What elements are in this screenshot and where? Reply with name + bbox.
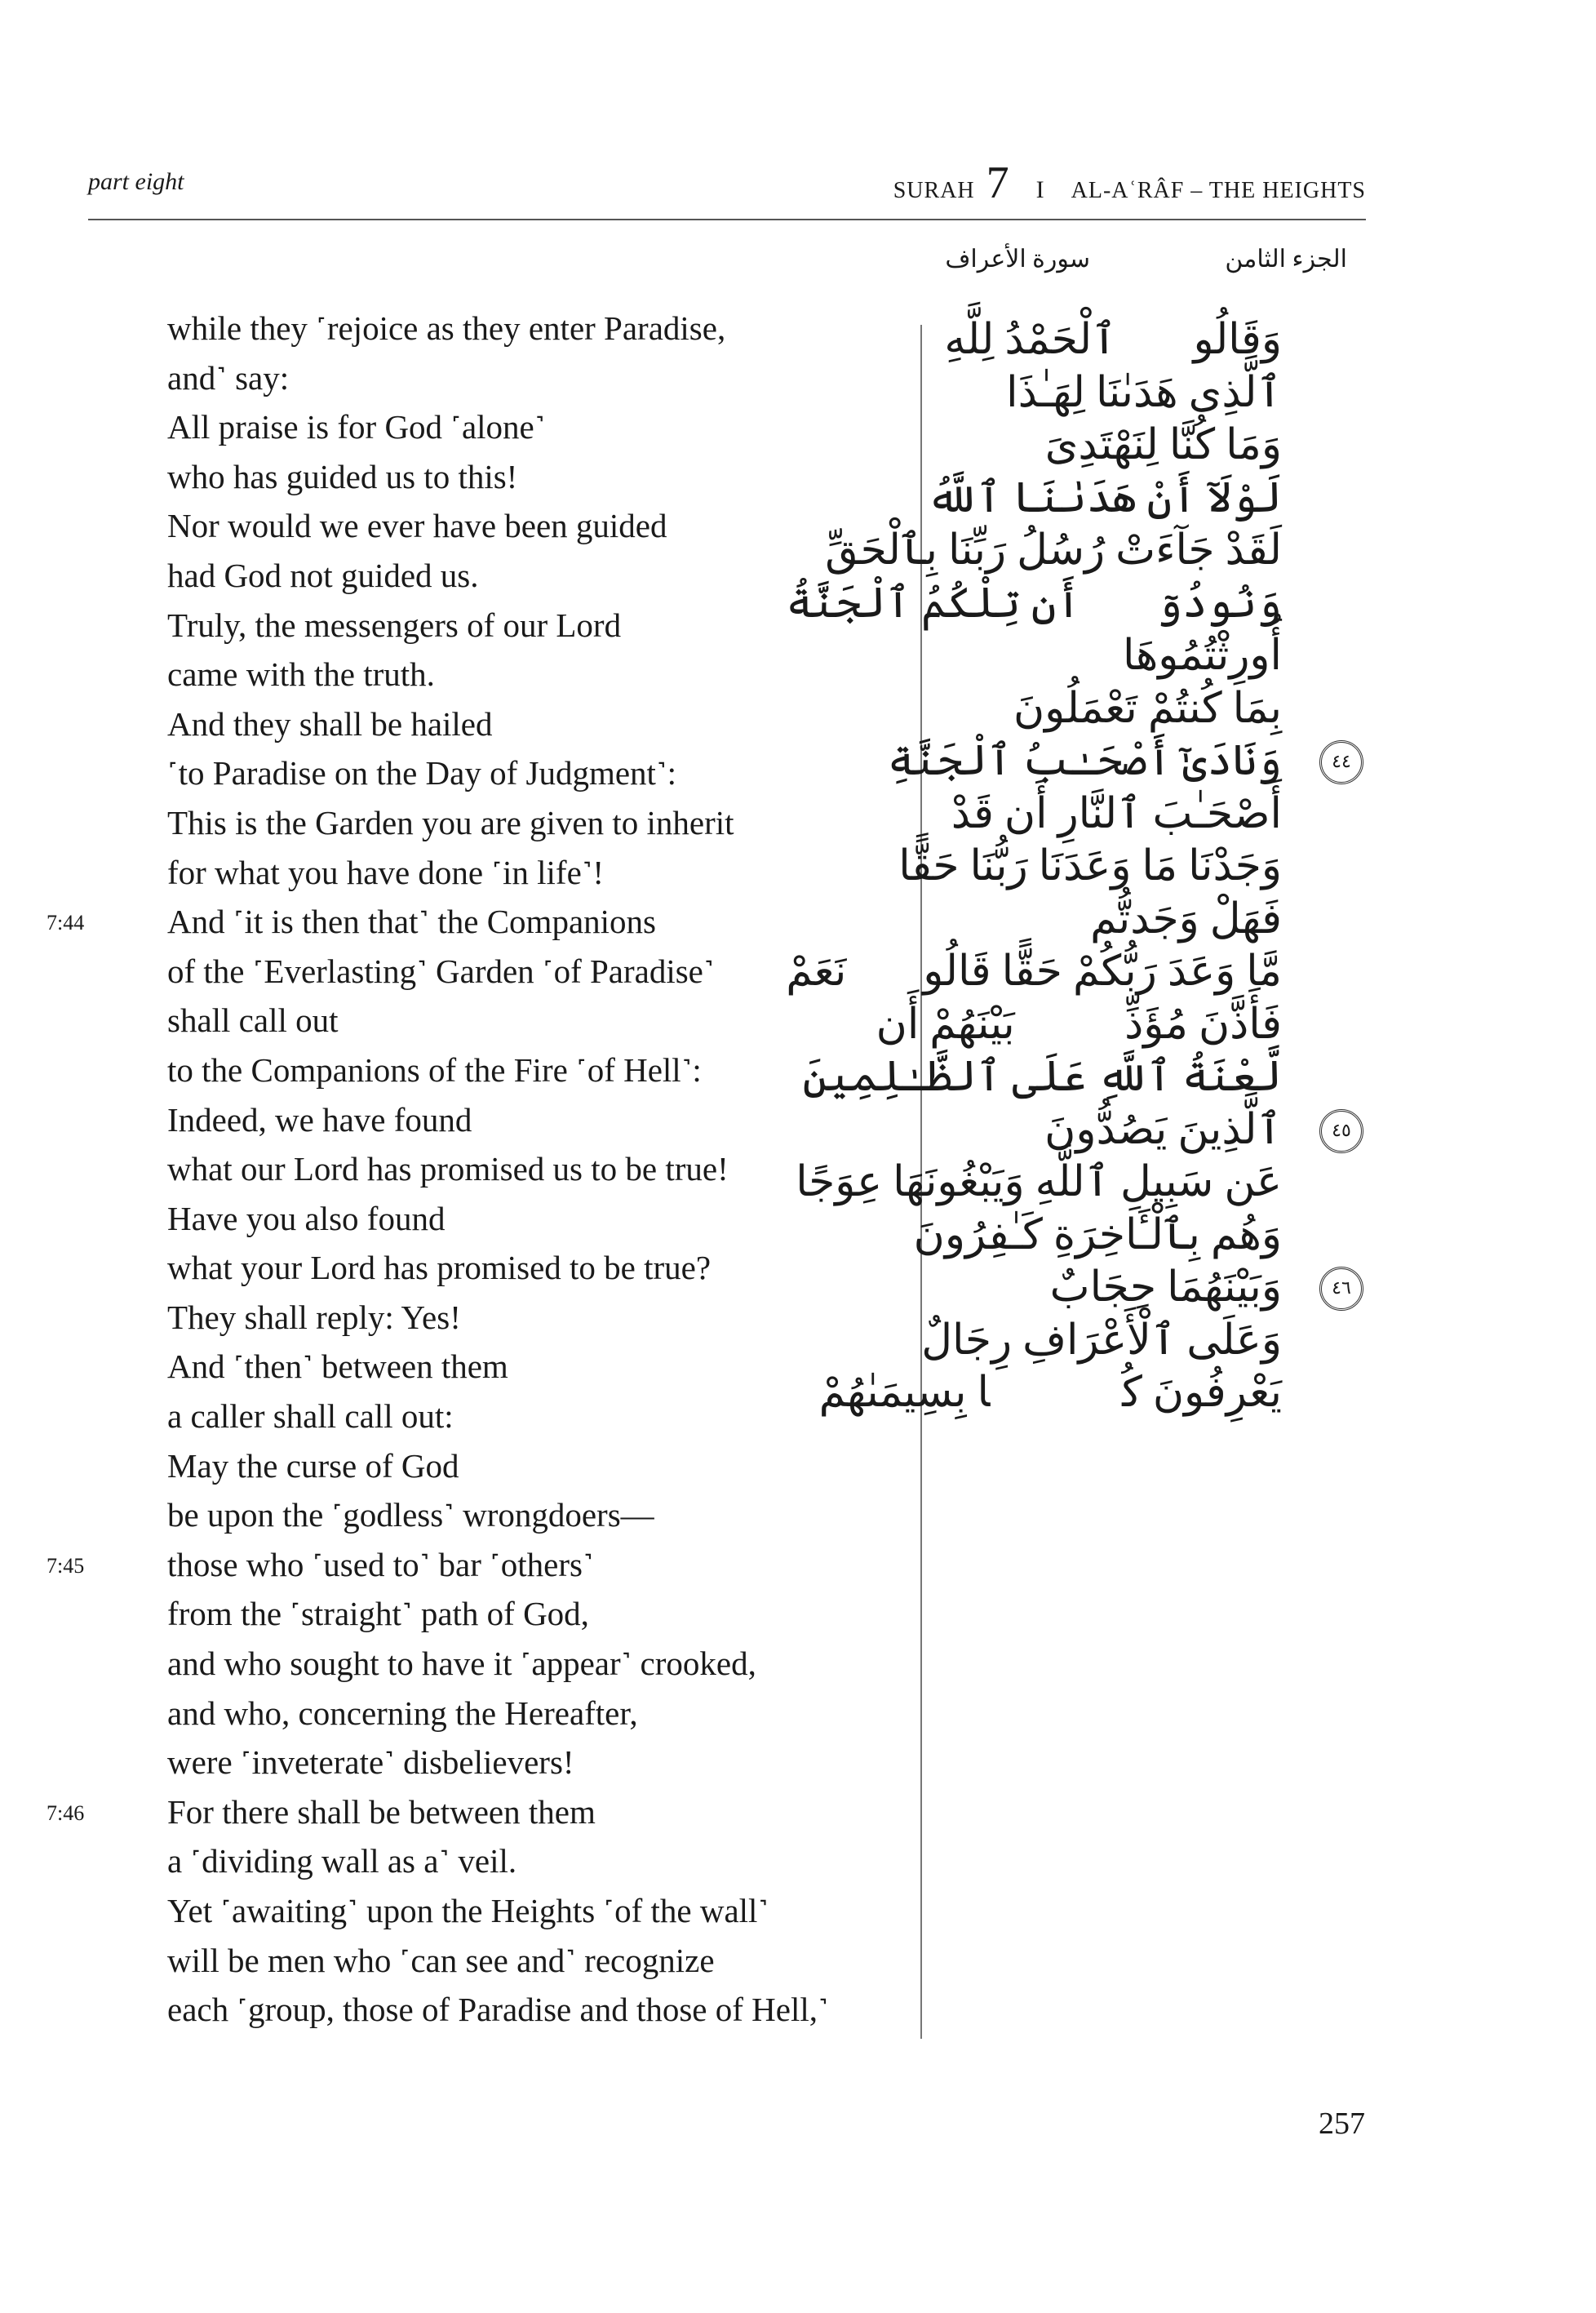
- arabic-line: [786, 683, 1282, 736]
- translation-line: [167, 1144, 829, 1194]
- translation-line: [167, 452, 829, 502]
- arabic-line: [786, 999, 1282, 1052]
- translation-text: and˺ say:: [167, 358, 290, 397]
- arabic-verse-text: وَقَالُوا۟ ٱلْحَمْدُ لِلَّهِ: [944, 317, 1282, 363]
- arabic-line: [786, 630, 1282, 683]
- arabic-line: [786, 314, 1282, 367]
- arabic-line: [786, 525, 1282, 578]
- arabic-text: [786, 314, 1351, 1420]
- part-label: part eight: [88, 168, 184, 195]
- translation-line: [167, 1836, 829, 1886]
- translation-text: ˹to Paradise on the Day of Judgment˺:: [167, 754, 676, 792]
- translation-text: each ˹group, those of Paradise and those of Hell,˺: [167, 1991, 829, 2029]
- header-divider: I: [1035, 176, 1045, 203]
- arabic-line: [786, 894, 1282, 947]
- arabic-line: [786, 420, 1282, 473]
- translation-line: [167, 1985, 829, 2035]
- translation-text: May the curse of God: [167, 1446, 459, 1485]
- translation-text: and who sought to have it ˹appear˺ crooked,: [167, 1645, 756, 1683]
- arabic-line: [786, 841, 1282, 894]
- translation-text: what your Lord has promised to be true?: [167, 1249, 712, 1287]
- translation-line: [167, 1243, 829, 1293]
- translation-line: [47, 897, 829, 947]
- translation-line: [167, 748, 829, 798]
- verse-number: 7:45: [47, 1553, 85, 1578]
- translation-line: [167, 1194, 829, 1244]
- verse-number: 7:44: [47, 911, 85, 935]
- arabic-line: [786, 1210, 1282, 1263]
- translation-text: For there shall be between them: [167, 1792, 596, 1831]
- arabic-verse-text: مَّا وَعَدَ رَبُّكُمْ حَقًّا قَالُوا۟ نَعَمْ: [786, 948, 1282, 995]
- translation-text: were ˹inveterate˺ disbelievers!: [167, 1743, 574, 1782]
- translation-line: [167, 1490, 829, 1540]
- arabic-verse-text: ٱلَّذِى هَدَىٰنَا لِهَـٰذَا: [1006, 369, 1282, 416]
- translation-line: [167, 1886, 829, 1936]
- arabic-verse-text: لَقَدْ جَآءَتْ رُسُلُ رَبِّنَا بِٱلْحَقِّ: [825, 527, 1282, 574]
- translation-text: Nor would we ever have been guided: [167, 507, 667, 545]
- translation-line: [167, 996, 829, 1046]
- arabic-verse-text: وَمَا كُنَّا لِنَهْتَدِىَ: [1044, 422, 1282, 468]
- translation-line: [167, 1639, 829, 1689]
- translation-line: [167, 551, 829, 601]
- arabic-verse-text: وَنَادَىٰٓ أَصْحَـٰبُ ٱلْجَنَّةِ: [887, 738, 1282, 784]
- translation-text: will be men who ˹can see and˺ recognize: [167, 1941, 715, 1979]
- translation-line: [167, 1738, 829, 1787]
- translation-line: [47, 1540, 829, 1590]
- translation-text: came with the truth.: [167, 655, 435, 694]
- translation-text: shall call out: [167, 1001, 339, 1040]
- header-rule: [88, 219, 1366, 220]
- surah-number: 7: [986, 158, 1010, 208]
- translation-line: [167, 601, 829, 650]
- translation-text: And ˹then˺ between them: [167, 1347, 508, 1386]
- translation-line: [167, 699, 829, 749]
- arabic-line: [786, 1262, 1351, 1315]
- translation-text: Yet ˹awaiting˺ upon the Heights ˹of the wall˺: [167, 1892, 769, 1929]
- translation-text: Truly, the messengers of our Lord: [167, 606, 622, 644]
- arabic-line: [786, 367, 1282, 420]
- arabic-line: [786, 1104, 1351, 1157]
- arabic-verse-text: وَبَيْنَهُمَا حِجَابٌ: [1049, 1264, 1282, 1311]
- english-translation: [47, 304, 829, 2035]
- arabic-verse-text: أَصْحَـٰبَ ٱلنَّارِ أَن قَدْ: [951, 790, 1282, 837]
- translation-text: those who ˹used to˺ bar ˹others˺: [167, 1545, 594, 1583]
- translation-text: a ˹dividing wall as a˺ veil.: [167, 1842, 517, 1880]
- translation-line: [167, 1342, 829, 1392]
- translation-line: [167, 947, 829, 997]
- ayah-marker: ٤٤: [1319, 740, 1363, 784]
- translation-text: from the ˹straight˺ path of God,: [167, 1595, 589, 1633]
- arabic-verse-text: وَهُم بِٱلْـَٔاخِرَةِ كَـٰفِرُونَ: [913, 1211, 1282, 1259]
- arabic-line: [786, 788, 1282, 841]
- arabic-line: [786, 473, 1282, 526]
- translation-text: to the Companions of the Fire ˹of Hell˺:: [167, 1050, 702, 1089]
- translation-line: [167, 402, 829, 452]
- surah-title: AL-AʿRÂF – THE HEIGHTS: [1071, 178, 1366, 203]
- translation-line: [167, 1441, 829, 1491]
- translation-text: This is the Garden you are given to inherit: [167, 803, 734, 841]
- translation-line: [167, 848, 829, 898]
- translation-text: be upon the ˹godless˺ wrongdoers—: [167, 1496, 654, 1534]
- translation-line: [47, 1787, 829, 1837]
- running-head: [893, 160, 1366, 206]
- translation-line: [167, 304, 829, 353]
- translation-text: for what you have done ˹in life˺!: [167, 853, 605, 891]
- arabic-line: [786, 578, 1282, 631]
- verse-number: 7:46: [47, 1800, 85, 1825]
- translation-text: of the ˹Everlasting˺ Garden ˹of Paradise˺: [167, 952, 715, 990]
- arabic-verse-text: فَهَلْ وَجَدتُّم: [1090, 895, 1282, 943]
- surah-label: SURAH: [893, 178, 975, 203]
- arabic-verse-text: وَنُودُوٓا۟ أَن تِلْكُمُ ٱلْجَنَّةُ: [786, 579, 1282, 627]
- translation-text: Have you also found: [167, 1199, 446, 1237]
- translation-line: [167, 1046, 829, 1095]
- translation-line: [167, 501, 829, 551]
- translation-line: [167, 650, 829, 699]
- translation-text: They shall reply: Yes!: [167, 1298, 461, 1336]
- translation-text: And they shall be hailed: [167, 704, 493, 743]
- translation-text: what our Lord has promised us to be true!: [167, 1150, 729, 1188]
- translation-line: [167, 1392, 829, 1441]
- translation-line: [167, 353, 829, 403]
- translation-text: All praise is for God ˹alone˺: [167, 408, 546, 446]
- translation-line: [167, 1589, 829, 1639]
- arabic-verse-text: أُورِثْتُمُوهَا: [1122, 633, 1282, 679]
- arabic-line: [786, 1367, 1282, 1420]
- ayah-marker: ٤٦: [1319, 1267, 1363, 1311]
- arabic-verse-text: وَعَلَى ٱلْأَعْرَافِ رِجَالٌ: [921, 1316, 1282, 1364]
- translation-line: [167, 1293, 829, 1343]
- arabic-line: [786, 1051, 1282, 1104]
- translation-text: who has guided us to this!: [167, 457, 518, 495]
- page-number: 257: [1319, 2107, 1365, 2141]
- arabic-verse-text: لَوْلَآ أَنْ هَدَىٰنَا ٱللَّهُ: [926, 474, 1282, 522]
- translation-text: had God not guided us.: [167, 556, 479, 594]
- translation-text: And ˹it is then that˺ the Companions: [167, 903, 656, 941]
- translation-line: [167, 1689, 829, 1738]
- arabic-verse-text: بِمَا كُنتُمْ تَعْمَلُونَ: [1013, 685, 1282, 732]
- arabic-line: [786, 946, 1282, 999]
- arabic-line: [786, 1315, 1282, 1368]
- arabic-verse-text: عَن سَبِيلِ ٱللَّهِ وَيَبْغُونَهَا عِوَجًا: [796, 1159, 1282, 1205]
- arabic-verse-text: فَأَذَّنَ مُؤَذِّنٌۢ بَيْنَهُمْ أَن: [876, 1001, 1282, 1048]
- arabic-verse-text: يَعْرِفُونَ كُلًّۢا بِسِيمَىٰهُمْ: [818, 1370, 1282, 1416]
- arabic-surah-label: سورة الأعراف: [945, 246, 1090, 273]
- translation-line: [167, 1936, 829, 1986]
- arabic-verse-text: لَّعْنَةُ ٱللَّهِ عَلَى ٱلظَّـٰلِمِينَ: [802, 1054, 1282, 1100]
- arabic-line: [786, 1156, 1282, 1210]
- translation-text: while they ˹rejoice as they enter Paradise,: [167, 309, 726, 347]
- ayah-marker: ٤٥: [1319, 1109, 1363, 1153]
- translation-line: [167, 1095, 829, 1145]
- translation-text: and who, concerning the Hereafter,: [167, 1694, 638, 1732]
- arabic-line: [786, 735, 1351, 788]
- arabic-juz-label: الجزء الثامن: [1225, 246, 1347, 273]
- arabic-verse-text: وَجَدْنَا مَا وَعَدَنَا رَبُّنَا حَقًّا: [898, 843, 1282, 890]
- translation-line: [167, 798, 829, 848]
- arabic-verse-text: ٱلَّذِينَ يَصُدُّونَ: [1044, 1106, 1282, 1153]
- translation-text: a caller shall call out:: [167, 1397, 454, 1436]
- translation-text: Indeed, we have found: [167, 1100, 472, 1139]
